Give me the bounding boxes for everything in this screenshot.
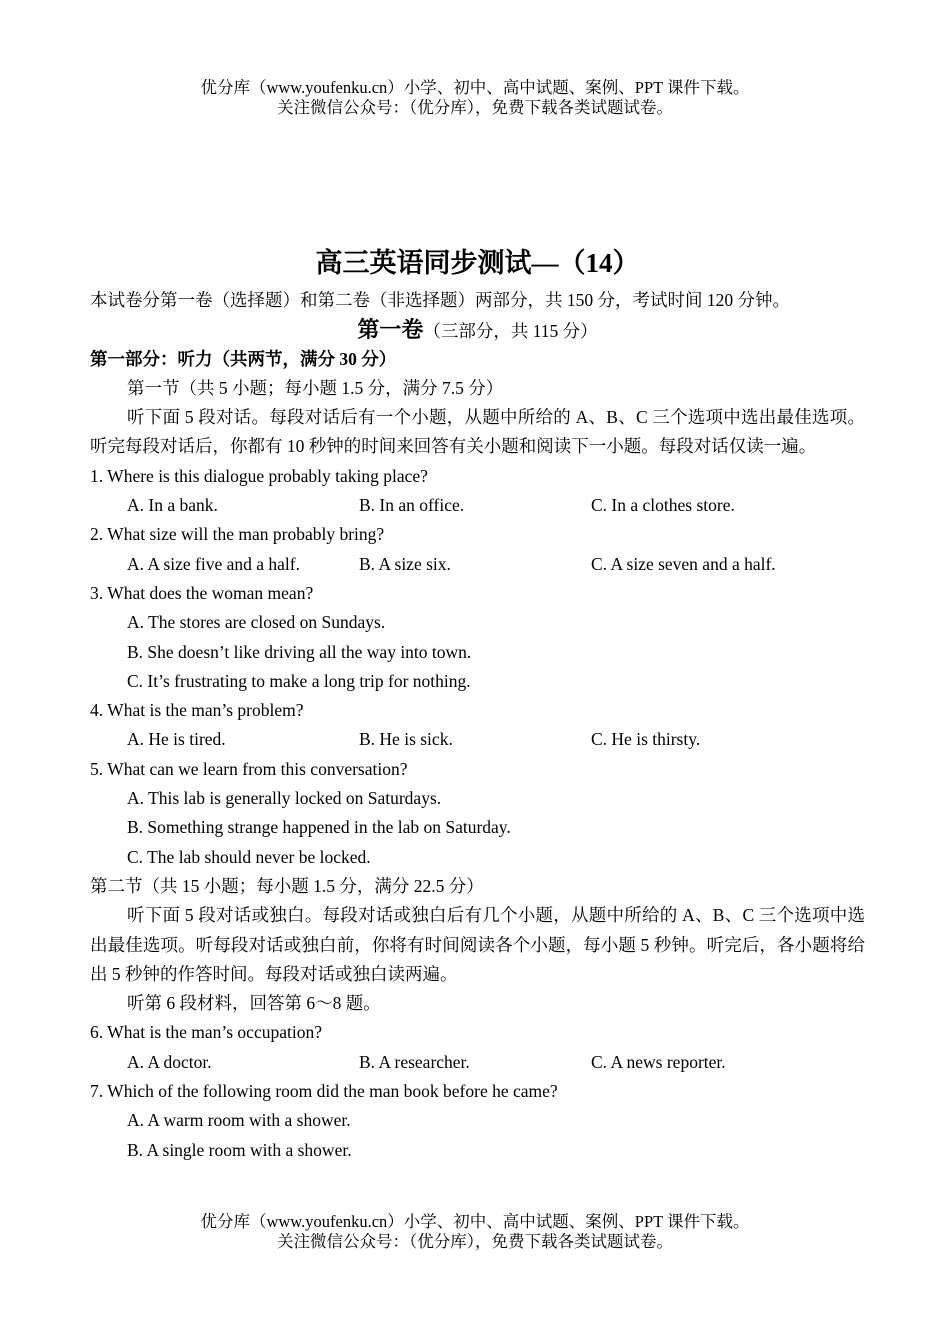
q1-option-c: C. In a clothes store.: [591, 495, 735, 516]
q4-option-c: C. He is thirsty.: [591, 729, 701, 750]
question-7: 7. Which of the following room did the man book before he came?: [90, 1081, 558, 1102]
q7-option-a: A. A warm room with a shower.: [127, 1110, 351, 1131]
section2-heading: 第二节（共 15 小题；每小题 1.5 分，满分 22.5 分）: [90, 875, 484, 896]
exam-title: 高三英语同步测试—（14）: [315, 248, 640, 278]
q3-option-b: B. She doesn’t like driving all the way into town.: [127, 641, 472, 662]
q3-option-a: A. The stores are closed on Sundays.: [127, 612, 386, 633]
question-2: 2. What size will the man probably bring?: [90, 524, 385, 545]
q6-option-b: B. A researcher.: [359, 1051, 470, 1072]
header-line-2: 关注微信公众号：（优分库），免费下载各类试题试卷。: [277, 98, 673, 117]
q2-option-c: C. A size seven and a half.: [591, 553, 776, 574]
question-2-options: [90, 550, 865, 579]
section1-heading: 第一节（共 5 小题；每小题 1.5 分，满分 7.5 分）: [127, 377, 504, 398]
q5-option-a: A. This lab is generally locked on Saturdays.: [127, 788, 442, 809]
question-1-options: [90, 491, 865, 520]
question-5: 5. What can we learn from this conversation?: [90, 758, 408, 779]
q4-option-b: B. He is sick.: [359, 729, 453, 750]
footer-line-2: 关注微信公众号：（优分库），免费下载各类试题试卷。: [277, 1232, 673, 1251]
q1-option-b: B. In an office.: [359, 495, 465, 516]
question-4: 4. What is the man’s problem?: [90, 700, 304, 721]
page-header: [0, 78, 950, 118]
question-3: 3. What does the woman mean?: [90, 582, 314, 603]
question-1: 1. Where is this dialogue probably taking place?: [90, 465, 428, 486]
exam-content: [90, 244, 865, 1165]
volume-note: （三部分，共 115 分）: [423, 321, 598, 342]
exam-intro: 本试卷分第一卷（选择题）和第二卷（非选择题）两部分，共 150 分，考试时间 120 分钟。: [90, 290, 790, 310]
section1-instructions: 听下面 5 段对话。每段对话后有一个小题，从题中所给的 A、B、C 三个选项中选出最佳选项。听完每段对话后，你都有 10 秒钟的时间来回答有关小题和阅读下一小题。每段对话仅读一遍。: [90, 407, 865, 457]
volume-name: 第一卷: [357, 317, 424, 343]
volume-heading: [90, 315, 865, 344]
question-4-options: [90, 725, 865, 754]
page-footer: [0, 1212, 950, 1252]
question-6: 6. What is the man’s occupation?: [90, 1022, 322, 1043]
q6-option-c: C. A news reporter.: [591, 1051, 726, 1072]
part1-heading: 第一部分：听力（共两节，满分 30 分）: [90, 348, 397, 369]
material-note: 听第 6 段材料，回答第 6～8 题。: [127, 993, 381, 1014]
q7-option-b: B. A single room with a shower.: [127, 1139, 352, 1160]
section2-instructions: 听下面 5 段对话或独白。每段对话或独白后有几个小题，从题中所给的 A、B、C 三个选项中选出最佳选项。听每段对话或独白前，你将有时间阅读各个小题，每小题 5 秒钟。听完后，各小题将给出 5 秒钟的作答时间。每段对话或独白读两遍。: [90, 905, 865, 984]
question-6-options: [90, 1048, 865, 1077]
q6-option-a: A. A doctor.: [127, 1051, 212, 1072]
q1-option-a: A. In a bank.: [127, 495, 218, 516]
q5-option-b: B. Something strange happened in the lab on Saturday.: [127, 817, 511, 838]
q2-option-b: B. A size six.: [359, 553, 451, 574]
q4-option-a: A. He is tired.: [127, 729, 226, 750]
q3-option-c: C. It’s frustrating to make a long trip for nothing.: [127, 670, 471, 691]
q2-option-a: A. A size five and a half.: [127, 553, 301, 574]
header-line-1: 优分库（www.youfenku.cn）小学、初中、高中试题、案例、PPT 课件下载。: [200, 78, 750, 97]
footer-line-1: 优分库（www.youfenku.cn）小学、初中、高中试题、案例、PPT 课件下载。: [200, 1212, 750, 1231]
q5-option-c: C. The lab should never be locked.: [127, 846, 371, 867]
